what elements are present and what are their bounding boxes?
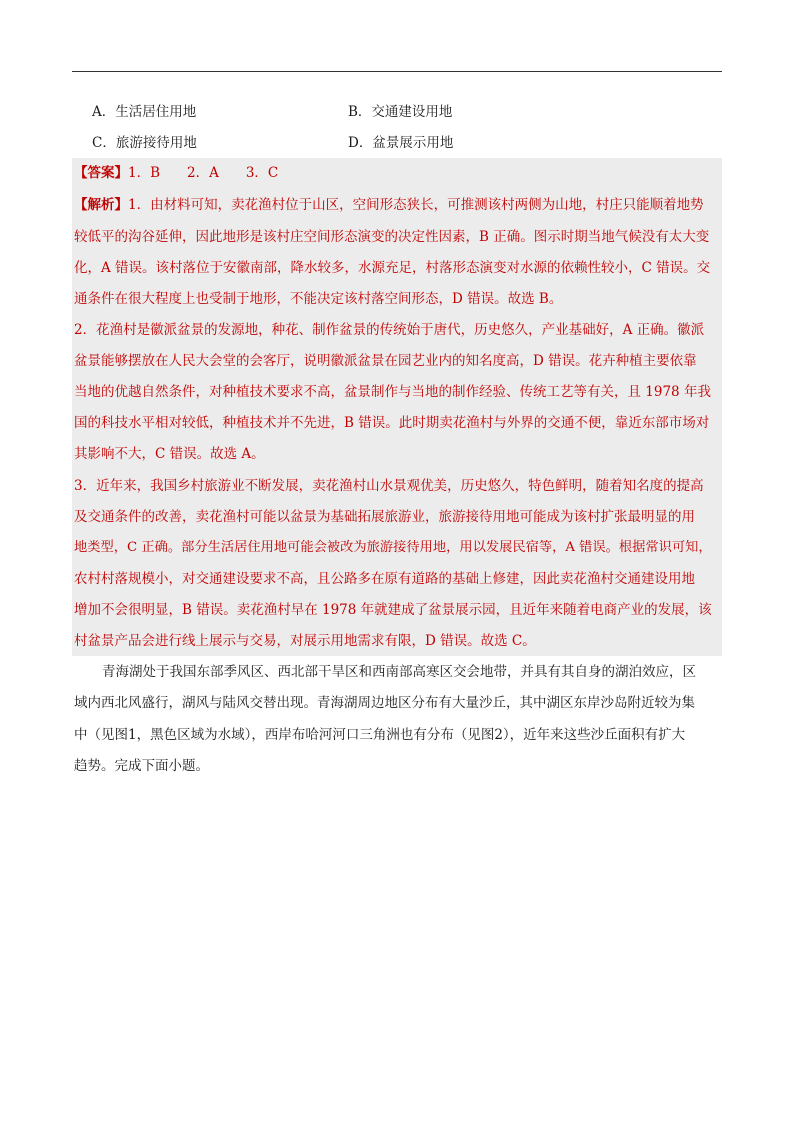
analysis-line-10: 3．近年来，我国乡村旅游业不断发展，卖花渔村山水景观优美，历史悠久，特色鲜明，随着知名度的提高 <box>74 478 704 494</box>
header-rule <box>72 71 722 72</box>
answer-line <box>74 164 278 182</box>
analysis-line-14: 增加不会很明显，B 错误。卖花渔村早在 1978 年就建成了盆景展示园，且近年来随着电商产业的发展，该 <box>74 602 712 618</box>
answer-text: 1．B 2．A 3．C <box>128 165 279 181</box>
option-c: C．旅游接待用地 <box>92 135 197 151</box>
passage-line-3: 中（见图1，黑色区域为水域），西岸布哈河河口三角洲也有分布（见图2），近年来这些沙丘面积有扩大 <box>74 727 686 743</box>
analysis-line-15: 村盆景产品会进行线上展示与交易，对展示用地需求有限，D 错误。故选 C。 <box>74 633 536 649</box>
option-a: A．生活居住用地 <box>92 104 197 120</box>
analysis-line-12: 地类型，C 正确。部分生活居住用地可能会被改为旅游接待用地，用以发展民宿等，A 错误。根据常识可知， <box>74 540 712 555</box>
analysis-line-3: 化，A 错误。该村落位于安徽南部，降水较多，水源充足，村落形态演变对水源的依赖性较小，C 错误。交 <box>74 260 711 276</box>
analysis-line-6: 盆景能够摆放在人民大会堂的会客厅，说明徽派盆景在园艺业内的知名度高，D 错误。花卉种植主要依靠 <box>74 353 697 369</box>
option-b: B．交通建设用地 <box>348 104 453 120</box>
answer-label: 【答案】 <box>74 165 128 181</box>
answer-options <box>92 100 712 162</box>
analysis-line-2: 较低平的沟谷延伸，因此地形是该村庄空间形态演变的决定性因素，B 正确。图示时期当地气候没有太大变 <box>74 229 710 245</box>
analysis-line-1: 【解析】1．由材料可知，卖花渔村位于山区，空间形态狭长，可推测该村两侧为山地，村庄只能顺着地势 <box>74 197 704 213</box>
passage-line-2: 域内西北风盛行，湖风与陆风交替出现。青海湖周边地区分布有大量沙丘，其中湖区东岸沙岛附近较为集 <box>74 695 695 711</box>
option-d: D．盆景展示用地 <box>348 135 454 151</box>
analysis-line-11: 及交通条件的改善，卖花渔村可能以盆景为基础拓展旅游业，旅游接待用地可能成为该村扩张最明显的用 <box>74 509 695 525</box>
analysis-line-5: 2．花渔村是徽派盆景的发源地，种花、制作盆景的传统始于唐代，历史悠久，产业基础好，A 正确。徽派 <box>74 322 705 338</box>
analysis-line-13: 农村村落规模小，对交通建设要求不高，且公路多在原有道路的基础上修建，因此卖花渔村交通建设用地 <box>74 571 695 587</box>
analysis-line-4: 通条件在很大程度上也受制于地形，不能决定该村落空间形态，D 错误。故选 B。 <box>74 291 563 307</box>
analysis-line-7: 当地的优越自然条件，对种植技术要求不高，盆景制作与当地的制作经验、传统工艺等有关，且 1978 年我 <box>74 384 711 400</box>
passage-line-1: 青海湖处于我国东部季风区、西北部干旱区和西南部高寒区交会地带，并具有其自身的湖泊效应，区 <box>102 664 696 680</box>
analysis-line-8: 国的科技水平相对较低，种植技术并不先进，B 错误。此时期卖花渔村与外界的交通不便，靠近东部市场对 <box>74 415 710 431</box>
passage-line-4: 趋势。完成下面小题。 <box>74 758 209 774</box>
analysis-line-9: 其影响不大，C 错误。故选 A。 <box>74 446 265 462</box>
analysis-label: 【解析】 <box>74 197 128 213</box>
options-row-1 <box>92 100 712 131</box>
